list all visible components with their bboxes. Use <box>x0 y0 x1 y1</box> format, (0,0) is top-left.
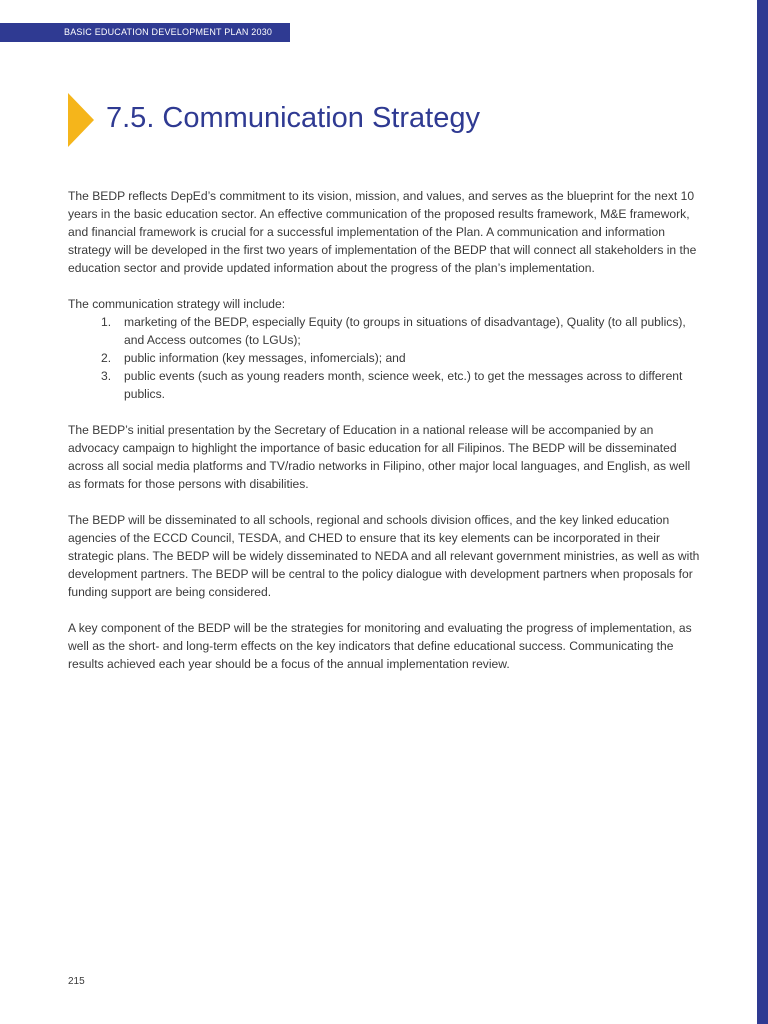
list-item <box>68 349 703 367</box>
body-paragraph-1: The BEDP reflects DepEd’s commitment to its vision, mission, and values, and serves as the blueprint for the next 10 years in the basic education sector. An effective communication of the proposed results framework, M&E framework, and financial framework is crucial for a successful implementation of the Plan. A communication and information strategy will be developed in the first two years of implementation of the BEDP that will connect all stakeholders in the education sector and provide updated information about the progress of the plan’s implementation. <box>68 189 697 275</box>
list-item-number: 1. <box>101 315 112 329</box>
list-item-text: public events (such as young readers month, science week, etc.) to get the messages across to different publics. <box>124 369 683 401</box>
page-number: 215 <box>68 976 85 987</box>
list-intro: The communication strategy will include: <box>68 297 286 311</box>
list-item <box>68 367 703 403</box>
right-edge-stripe <box>757 0 768 1024</box>
body-content <box>68 187 703 691</box>
header-title: BASIC EDUCATION DEVELOPMENT PLAN 2030 <box>64 27 273 37</box>
list-item-text: public information (key messages, infomercials); and <box>124 351 406 365</box>
strategy-list <box>68 313 703 403</box>
body-paragraph-4: A key component of the BEDP will be the strategies for monitoring and evaluating the progress of implementation, as well as the short- and long-term effects on the key indicators that define educational success. Communicating the results achieved each year should be a focus of the annual implementation review. <box>68 621 692 671</box>
section-marker-arrow-icon <box>68 93 94 147</box>
list-item-number: 3. <box>101 369 112 383</box>
section-title: 7.5. Communication Strategy <box>106 102 480 134</box>
body-paragraph-2: The BEDP’s initial presentation by the Secretary of Education in a national release will be accompanied by an advocacy campaign to highlight the importance of basic education for all Filipinos. The BEDP will be disseminated across all social media platforms and TV/radio networks in Filipino, other major local languages, and English, as well as formats for those persons with disabilities. <box>68 423 691 491</box>
document-header-band <box>0 23 290 42</box>
list-item <box>68 313 703 349</box>
list-item-text: marketing of the BEDP, especially Equity (to groups in situations of disadvantage), Quality (to all publics), and Access outcomes (to LGUs); <box>124 315 686 347</box>
body-paragraph-3: The BEDP will be disseminated to all schools, regional and schools division offices, and the key linked education agencies of the ECCD Council, TESDA, and CHED to ensure that its key elements can be incorporated in their strategic plans. The BEDP will be widely disseminated to NEDA and all relevant government ministries, as well as with development partners. The BEDP will be central to the policy dialogue with development partners when proposals for funding support are being considered. <box>68 513 700 599</box>
list-item-number: 2. <box>101 351 112 365</box>
